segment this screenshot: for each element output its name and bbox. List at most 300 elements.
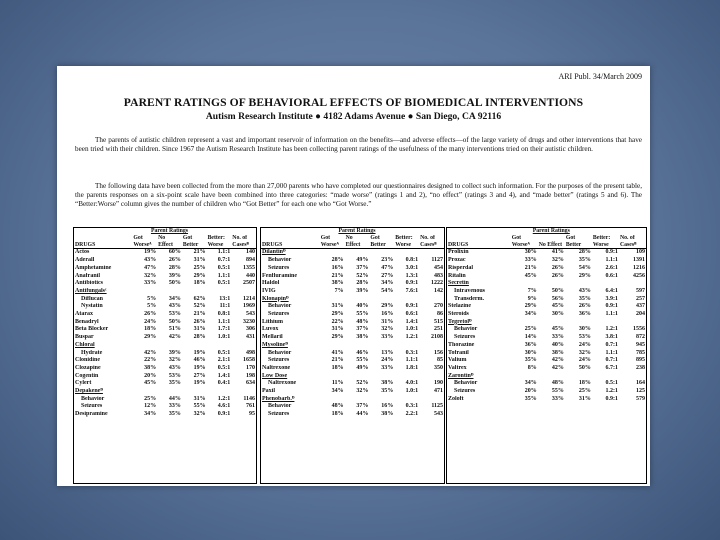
rating-cell: 49% bbox=[356, 257, 369, 264]
rating-cell: 13% bbox=[381, 349, 394, 356]
rating-cell: 11% bbox=[331, 380, 344, 387]
drug-name-cell: Anafranil bbox=[75, 272, 101, 279]
drug-name-cell: Paxil bbox=[262, 388, 275, 395]
header-drugs: DRUGS bbox=[447, 235, 511, 249]
rating-cell: 170 bbox=[246, 364, 255, 371]
rating-cell bbox=[157, 342, 182, 350]
rating-cell: 47% bbox=[144, 264, 157, 271]
drug-name-cell: Seizures bbox=[268, 357, 290, 364]
header-no-effect: No Effect bbox=[345, 235, 370, 249]
drug-name-cell: Secretin bbox=[448, 280, 469, 287]
rating-cell: 1216 bbox=[633, 264, 645, 271]
rating-cell: 2.1:1 bbox=[217, 357, 231, 364]
rating-cell: 0.5:1 bbox=[217, 364, 231, 371]
rating-cell: 43% bbox=[168, 364, 181, 371]
rating-cell: 454 bbox=[434, 264, 443, 271]
rating-cell: 1.1:1 bbox=[405, 357, 419, 364]
table-row bbox=[74, 319, 256, 327]
rating-cell: 21% bbox=[193, 311, 206, 318]
table-row bbox=[74, 403, 256, 411]
rating-cell: 37% bbox=[356, 403, 369, 410]
table-row bbox=[261, 311, 444, 319]
rating-cell: 37% bbox=[356, 264, 369, 271]
table-row bbox=[447, 357, 646, 365]
rating-cell: 26% bbox=[551, 264, 564, 271]
rating-cell: 2.2:1 bbox=[405, 411, 419, 418]
table-row bbox=[261, 396, 444, 404]
drug-name-cell: Aderall bbox=[75, 257, 95, 264]
rating-cell bbox=[394, 342, 419, 350]
rating-cell: 1214 bbox=[243, 295, 255, 302]
rating-cell: 38% bbox=[551, 349, 564, 356]
ratings-table bbox=[261, 228, 444, 419]
drug-name-cell: Cogentin bbox=[75, 372, 99, 379]
drug-name-cell: Antifungalsᶜ bbox=[75, 287, 107, 294]
rating-cell: 31% bbox=[193, 395, 206, 402]
rating-cell: 1.3:1 bbox=[405, 272, 419, 279]
header-got-worse: Got Worseᴬ bbox=[320, 235, 345, 249]
rating-cell: 437 bbox=[636, 303, 645, 310]
rating-cell bbox=[538, 280, 565, 288]
rating-cell: 34% bbox=[524, 380, 537, 387]
rating-cell: 2.6:1 bbox=[605, 264, 618, 271]
rating-cell: 25% bbox=[524, 326, 537, 333]
table-column-header-row bbox=[261, 235, 444, 249]
rating-cell: 42% bbox=[551, 357, 564, 364]
rating-cell: 198 bbox=[246, 372, 255, 379]
rating-cell bbox=[345, 396, 370, 404]
table-row bbox=[447, 350, 646, 358]
rating-cell bbox=[511, 319, 538, 327]
rating-cell: 46% bbox=[356, 349, 369, 356]
table-row bbox=[447, 326, 646, 334]
rating-cell: 39% bbox=[168, 349, 181, 356]
rating-cell: 0.8:1 bbox=[405, 257, 419, 264]
rating-cell: 894 bbox=[246, 257, 255, 264]
rating-cell: 35% bbox=[381, 388, 394, 395]
rating-cell: 142 bbox=[434, 287, 443, 294]
rating-cell: 0.5:1 bbox=[217, 264, 231, 271]
header-spacer bbox=[447, 228, 511, 235]
rating-cell: 31% bbox=[331, 326, 344, 333]
rating-cell: 1355 bbox=[243, 264, 255, 271]
table-row bbox=[74, 373, 256, 381]
rating-cell bbox=[619, 319, 646, 327]
rating-cell: 1.1:1 bbox=[217, 272, 231, 279]
drug-name-cell: Benadryl bbox=[75, 318, 99, 325]
rating-cell: 27% bbox=[381, 272, 394, 279]
drug-name-cell: Seizures bbox=[454, 388, 476, 395]
table-row bbox=[74, 249, 256, 257]
drug-name-cell: Tofranil bbox=[448, 349, 469, 356]
rating-cell: 20% bbox=[144, 372, 157, 379]
table-row bbox=[261, 249, 444, 257]
rating-cell: 8% bbox=[527, 364, 537, 371]
rating-cell: 35% bbox=[524, 395, 537, 402]
table-row bbox=[447, 319, 646, 327]
rating-cell bbox=[132, 288, 157, 296]
rating-cell bbox=[369, 342, 394, 350]
rating-cell bbox=[592, 373, 619, 381]
table-row bbox=[261, 319, 444, 327]
rating-cell: 29% bbox=[193, 272, 206, 279]
header-drugs: DRUGS bbox=[261, 235, 320, 249]
drug-name-cell: IVIG bbox=[262, 287, 276, 294]
table-row bbox=[261, 303, 444, 311]
rating-cell: 761 bbox=[246, 403, 255, 410]
rating-cell: 52% bbox=[193, 303, 206, 310]
rating-cell: 41% bbox=[331, 349, 344, 356]
rating-cell: 24% bbox=[578, 357, 591, 364]
drug-name-cell: Naltrexone bbox=[262, 364, 291, 371]
rating-cell: 55% bbox=[356, 311, 369, 318]
table-column-header-row bbox=[74, 235, 256, 249]
table-row bbox=[261, 334, 444, 342]
rating-cell: 44% bbox=[356, 411, 369, 418]
rating-cell: 29% bbox=[144, 334, 157, 341]
rating-cell: 498 bbox=[246, 349, 255, 356]
document-subtitle: Autism Research Institute ● 4182 Adams Avenue ● San Diego, CA 92116 bbox=[205, 111, 502, 122]
rating-cell: 0.9:1 bbox=[217, 411, 231, 418]
header-parent-ratings: Parent Ratings bbox=[338, 228, 376, 234]
intro-paragraph-2-text: The following data have been collected from the more than 27,000 parents who have completed our questionnaires designed to collect such information. For the purposes of the present table, the parents responses on a six-point scale have been combined into three categories: “made worse” (ratings 1 and 2), “no effect” (ratings 3 and 4), and “made better” (ratings 5 and 6). The “Better:Worse” column gives the number of children who “Got Better” for each one who “Got Worse.” bbox=[75, 182, 642, 209]
rating-cell: 30% bbox=[524, 349, 537, 356]
rating-cell: 1.1:1 bbox=[605, 311, 618, 318]
rating-cell: 1.4:1 bbox=[217, 372, 231, 379]
rating-cell: 42% bbox=[144, 349, 157, 356]
rating-cell bbox=[320, 373, 345, 381]
drug-name-cell: Behavior bbox=[268, 303, 292, 310]
rating-cell: 48% bbox=[331, 403, 344, 410]
rating-cell: 22% bbox=[331, 318, 344, 325]
drug-name-cell: Haldol bbox=[262, 280, 280, 287]
drug-name-cell: Valtrex bbox=[448, 364, 467, 371]
rating-cell: 440 bbox=[246, 272, 255, 279]
rating-cell: 0.6:1 bbox=[405, 311, 419, 318]
table-row bbox=[74, 357, 256, 365]
rating-cell: 7% bbox=[334, 287, 344, 294]
rating-cell bbox=[419, 373, 444, 381]
rating-cell: 1146 bbox=[243, 395, 255, 402]
table-group-header-row bbox=[74, 228, 256, 235]
table-row bbox=[447, 342, 646, 350]
rating-cell: 18% bbox=[578, 380, 591, 387]
rating-cell bbox=[419, 396, 444, 404]
rating-cell: 21% bbox=[193, 249, 206, 256]
rating-cell: 33% bbox=[551, 334, 564, 341]
rating-cell: 34% bbox=[168, 295, 181, 302]
rating-cell bbox=[132, 342, 157, 350]
drug-name-cell: Behavior bbox=[268, 403, 292, 410]
rating-cell: 140 bbox=[246, 249, 255, 256]
drug-name-cell: Tegretolᴰ bbox=[448, 318, 472, 325]
rating-cell: 55% bbox=[193, 403, 206, 410]
rating-cell bbox=[565, 373, 592, 381]
rating-cell: 785 bbox=[636, 349, 645, 356]
header-spacer bbox=[207, 228, 232, 235]
rating-cell: 32% bbox=[356, 388, 369, 395]
rating-cell bbox=[320, 249, 345, 257]
rating-cell bbox=[345, 373, 370, 381]
rating-cell: 18% bbox=[193, 280, 206, 287]
table-row bbox=[74, 411, 256, 419]
rating-cell: 30% bbox=[524, 249, 537, 256]
rating-cell: 1658 bbox=[243, 357, 255, 364]
rating-cell: 0.5:1 bbox=[217, 349, 231, 356]
table-row bbox=[261, 350, 444, 358]
rating-cell: 56% bbox=[551, 295, 564, 302]
rating-cell bbox=[619, 280, 646, 288]
rating-cell: 53% bbox=[168, 372, 181, 379]
rating-cell: 33% bbox=[168, 403, 181, 410]
rating-cell: 41% bbox=[551, 249, 564, 256]
rating-cell bbox=[565, 280, 592, 288]
rating-cell: 19% bbox=[144, 249, 157, 256]
rating-cell: 31% bbox=[331, 303, 344, 310]
rating-cell: 29% bbox=[578, 272, 591, 279]
rating-cell: 5% bbox=[147, 295, 157, 302]
rating-cell: 27% bbox=[193, 372, 206, 379]
rating-cell: 50% bbox=[551, 287, 564, 294]
rating-cell: 1.0:1 bbox=[405, 326, 419, 333]
rating-cell: 36% bbox=[578, 311, 591, 318]
rating-cell: 0.9:1 bbox=[605, 395, 618, 402]
table-row bbox=[261, 296, 444, 304]
rating-cell: 31% bbox=[381, 318, 394, 325]
table-row bbox=[447, 257, 646, 265]
rating-cell: 109 bbox=[636, 249, 645, 256]
rating-cell: 19% bbox=[193, 349, 206, 356]
rating-cell bbox=[394, 373, 419, 381]
table-row bbox=[261, 373, 444, 381]
rating-cell bbox=[157, 388, 182, 396]
table-row bbox=[447, 388, 646, 396]
rating-cell: 43% bbox=[578, 287, 591, 294]
rating-cell: 39% bbox=[356, 287, 369, 294]
rating-cell: 1969 bbox=[243, 303, 255, 310]
drug-name-cell: Antibiotics bbox=[75, 280, 104, 287]
header-spacer bbox=[592, 228, 619, 235]
table-row bbox=[447, 273, 646, 281]
rating-cell: 42% bbox=[551, 364, 564, 371]
rating-cell: 579 bbox=[636, 395, 645, 402]
header-spacer bbox=[419, 228, 444, 235]
rating-cell bbox=[207, 288, 232, 296]
rating-cell: 30% bbox=[551, 311, 564, 318]
rating-cell: 40% bbox=[551, 341, 564, 348]
table-row bbox=[261, 326, 444, 334]
rating-cell: 18% bbox=[331, 364, 344, 371]
rating-cell bbox=[619, 373, 646, 381]
rating-cell: 48% bbox=[356, 318, 369, 325]
rating-cell: 6.7:1 bbox=[605, 364, 618, 371]
rating-cell: 1127 bbox=[431, 257, 443, 264]
header-cases: No. of Casesᴮ bbox=[231, 235, 256, 249]
header-better-worse: Better: Worse bbox=[592, 235, 619, 249]
table-row bbox=[261, 403, 444, 411]
table-row bbox=[447, 288, 646, 296]
table-row bbox=[447, 296, 646, 304]
header-cases: No. of Casesᴮ bbox=[619, 235, 646, 249]
rating-cell bbox=[592, 280, 619, 288]
intro-paragraph-1-text: The parents of autistic children represent a vast and important reservoir of information on the benefits—and adverse effects—of the large variety of drugs and other interventions that have been tried with their children. Since 1967 the Autism Research Institute has been collecting parent ratings of the usefulness of the many interventions tried on their autistic children. bbox=[75, 136, 642, 154]
header-better-worse: Better: Worse bbox=[394, 235, 419, 249]
table-row bbox=[447, 373, 646, 381]
rating-cell bbox=[419, 342, 444, 350]
rating-cell: 26% bbox=[193, 318, 206, 325]
table-row bbox=[261, 411, 444, 419]
drug-name-cell: Stelazine bbox=[448, 303, 471, 310]
table-row bbox=[74, 311, 256, 319]
rating-cell: 0.7:1 bbox=[605, 341, 618, 348]
rating-cell: 0.5:1 bbox=[605, 380, 618, 387]
rating-cell: 36% bbox=[524, 341, 537, 348]
drug-name-cell: Seizures bbox=[268, 264, 290, 271]
intro-paragraph-2 bbox=[75, 182, 642, 210]
drug-name-cell: Behavior bbox=[268, 349, 292, 356]
table-row bbox=[447, 280, 646, 288]
rating-cell: 54% bbox=[381, 287, 394, 294]
rating-cell: 25% bbox=[193, 264, 206, 271]
drug-name-cell: Atarax bbox=[75, 311, 93, 318]
rating-cell: 43% bbox=[168, 303, 181, 310]
drug-name-cell: Beta Blocker bbox=[75, 326, 109, 333]
rating-cell: 895 bbox=[636, 357, 645, 364]
rating-cell: 4.6:1 bbox=[217, 403, 231, 410]
rating-cell: 24% bbox=[144, 318, 157, 325]
rating-cell: 306 bbox=[246, 326, 255, 333]
rating-cell: 42% bbox=[168, 334, 181, 341]
rating-cell bbox=[538, 373, 565, 381]
rating-cell: 55% bbox=[356, 357, 369, 364]
rating-cell bbox=[419, 296, 444, 304]
drug-name-cell: Desipramine bbox=[75, 411, 108, 418]
rating-cell: 26% bbox=[168, 257, 181, 264]
rating-cell bbox=[369, 249, 394, 257]
rating-cell: 48% bbox=[551, 380, 564, 387]
rating-cell: 49% bbox=[356, 364, 369, 371]
drug-name-cell: Steroids bbox=[448, 311, 469, 318]
rating-cell: 0.8:1 bbox=[217, 311, 231, 318]
table-group-header-row bbox=[261, 228, 444, 235]
table-row bbox=[74, 257, 256, 265]
rating-cell: 40% bbox=[356, 303, 369, 310]
rating-cell: 24% bbox=[381, 357, 394, 364]
rating-cell: 54% bbox=[578, 264, 591, 271]
rating-cell: 45% bbox=[144, 380, 157, 387]
rating-cell bbox=[207, 342, 232, 350]
rating-cell: 25% bbox=[144, 395, 157, 402]
rating-cell: 62% bbox=[193, 295, 206, 302]
rating-cell bbox=[538, 319, 565, 327]
ratings-table-3 bbox=[446, 227, 647, 484]
header-cases: No. of Casesᴮ bbox=[419, 235, 444, 249]
header-no-effect: No Effect bbox=[157, 235, 182, 249]
drug-name-cell: Amphetamine bbox=[75, 264, 112, 271]
drug-name-cell: Naltrexone bbox=[268, 380, 297, 387]
drug-name-cell: Hydrate bbox=[81, 349, 103, 356]
rating-cell: 25% bbox=[578, 388, 591, 395]
drug-name-cell: Behavior bbox=[268, 257, 292, 264]
rating-cell: 45% bbox=[551, 326, 564, 333]
table-row bbox=[74, 365, 256, 373]
rating-cell: 34% bbox=[331, 388, 344, 395]
rating-cell: 38% bbox=[381, 380, 394, 387]
table-row bbox=[447, 396, 646, 404]
rating-cell bbox=[231, 288, 256, 296]
rating-cell: 51% bbox=[168, 326, 181, 333]
table-row bbox=[261, 388, 444, 396]
rating-cell: 251 bbox=[434, 326, 443, 333]
rating-cell: 34% bbox=[381, 280, 394, 287]
header-parent-ratings: Parent Ratings bbox=[150, 228, 189, 234]
rating-cell: 35% bbox=[578, 295, 591, 302]
rating-cell bbox=[419, 249, 444, 257]
rating-cell: 32% bbox=[381, 326, 394, 333]
rating-cell: 9% bbox=[527, 295, 537, 302]
rating-cell: 29% bbox=[524, 303, 537, 310]
rating-cell: 4.0:1 bbox=[405, 380, 419, 387]
rating-cell: 86 bbox=[437, 311, 443, 318]
header-no-effect: No Effect bbox=[538, 235, 565, 249]
rating-cell: 156 bbox=[434, 349, 443, 356]
rating-cell: 1222 bbox=[431, 280, 443, 287]
rating-cell: 85 bbox=[437, 357, 443, 364]
rating-cell: 29% bbox=[331, 311, 344, 318]
rating-cell: 431 bbox=[246, 334, 255, 341]
rating-cell: 23% bbox=[381, 257, 394, 264]
rating-cell: 21% bbox=[331, 357, 344, 364]
rating-cell: 3.9:1 bbox=[605, 295, 618, 302]
header-spacer bbox=[261, 228, 320, 235]
rating-cell: 515 bbox=[434, 318, 443, 325]
rating-cell: 1.8:1 bbox=[405, 364, 419, 371]
table-row bbox=[261, 265, 444, 273]
drug-name-cell: Seizures bbox=[268, 411, 290, 418]
table-row bbox=[74, 280, 256, 288]
rating-cell: 38% bbox=[356, 334, 369, 341]
ratings-table-1 bbox=[73, 227, 257, 484]
rating-cell: 1.2:1 bbox=[405, 334, 419, 341]
rating-cell: 7% bbox=[527, 287, 537, 294]
rating-cell: 204 bbox=[636, 311, 645, 318]
rating-cell: 0.7:1 bbox=[605, 357, 618, 364]
table-row bbox=[74, 296, 256, 304]
drug-name-cell: Clonidine bbox=[75, 357, 101, 364]
table-row bbox=[74, 288, 256, 296]
rating-cell: 32% bbox=[578, 349, 591, 356]
ratings-table bbox=[447, 228, 646, 403]
rating-cell bbox=[394, 396, 419, 404]
table-row bbox=[261, 273, 444, 281]
rating-cell bbox=[182, 388, 207, 396]
rating-cell: 543 bbox=[246, 311, 255, 318]
rating-cell: 47% bbox=[381, 264, 394, 271]
header-parent-ratings: Parent Ratings bbox=[532, 228, 570, 234]
drug-name-cell: Zarontinᴰ bbox=[448, 372, 474, 379]
drug-name-cell: Klonapinᴰ bbox=[262, 295, 289, 302]
header-spacer bbox=[394, 228, 419, 235]
rating-cell bbox=[394, 249, 419, 257]
drug-name-cell: Chloral bbox=[75, 341, 95, 348]
rating-cell bbox=[369, 296, 394, 304]
table-group-header-row bbox=[447, 228, 646, 235]
drug-name-cell: Diflucan bbox=[81, 295, 104, 302]
rating-cell bbox=[511, 280, 538, 288]
rating-cell: 3230 bbox=[243, 318, 255, 325]
rating-cell: 18% bbox=[144, 326, 157, 333]
rating-cell: 26% bbox=[551, 272, 564, 279]
